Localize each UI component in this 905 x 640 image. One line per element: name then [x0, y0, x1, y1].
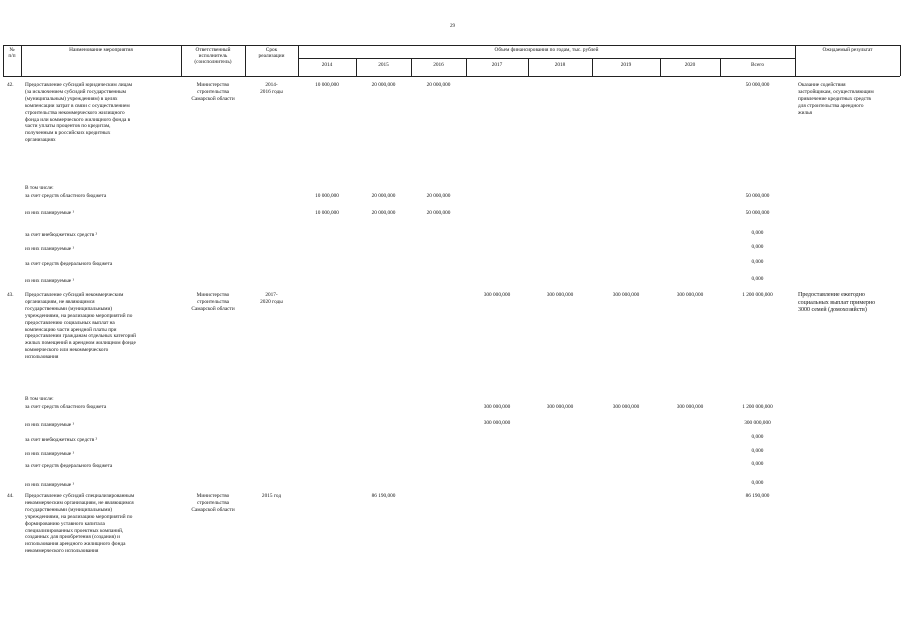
value-2015: 86 190,000: [371, 493, 396, 499]
subrow-value: 10 000,000: [315, 210, 339, 216]
subrow-value: 1 200 000,000: [742, 404, 773, 410]
subrow-value: 300 000,000: [744, 420, 771, 426]
subrow-label: из них планируемые ¹: [25, 482, 75, 488]
subrow-label: из них планируемые ¹: [25, 422, 75, 428]
subrow-label: В том числе:: [25, 185, 54, 191]
subrow-value: 50 000,000: [745, 210, 770, 216]
subrow-label: В том числе:: [25, 396, 54, 402]
subrow-value: 0,000: [751, 276, 764, 282]
row-result: Предоставление ежегодно социальных выплат примерно 3000 семей (домохозяйств): [798, 292, 876, 314]
row-number: 43.: [7, 292, 14, 298]
value-total: 86 190,000: [745, 493, 770, 499]
header-name: Наименование мероприятия: [69, 47, 133, 53]
row-executor: Министерство строительства Самарской области: [191, 292, 235, 312]
subrow-value: 300 000,000: [483, 420, 511, 426]
row-term: 2014- 2016 годы: [260, 82, 283, 95]
subrow-label: за счет внебюджетных средств ²: [25, 232, 98, 238]
row-name: Предоставление субсидий специализированным некоммерческим организациям, не являющимся государственными (муниципальными) учреждениями, на реализацию мероприятий по формированию уставного капитала специализированных проектных компаний, созданных для приобретения (создания) и использования арендного жилищного фонда некоммерческого использования: [25, 493, 135, 555]
header-year: 2016: [433, 62, 444, 68]
subrow-value: 300 000,000: [612, 404, 640, 410]
subrow-value: 20 000,000: [426, 193, 451, 199]
subrow-value: 10 000,000: [315, 193, 339, 199]
value-total: 1 200 000,000: [742, 292, 773, 298]
subrow-label: за счет средств федерального бюджета: [25, 261, 113, 267]
table-top-border: [3, 45, 900, 46]
row-name: Предоставление субсидий юридическим лицам (за исключением субсидий государственным (муниципальным) учреждениям) в целях компенсации затрат в связи с осуществлением строительства некоммерческого жилищного фонда или коммерческого жилищного фонда в части уплаты процентов по кредитам, полученным в российских кредитных организациях: [25, 82, 133, 144]
header-year-total: Всего: [751, 62, 764, 68]
subrow-value: 20 000,000: [426, 210, 451, 216]
subrow-label: за счет внебюджетных средств ²: [25, 437, 98, 443]
subrow-label: за счет средств областного бюджета: [25, 404, 107, 410]
subrow-value: 0,000: [751, 434, 764, 440]
subrow-value: 0,000: [751, 230, 764, 236]
subrow-value: 0,000: [751, 244, 764, 250]
header-term: Срок реализации: [258, 47, 285, 60]
subrow-value: 0,000: [751, 461, 764, 467]
value-2014: 10 000,000: [315, 82, 339, 88]
header-executor: Ответственный исполнитель (соисполнитель): [194, 47, 232, 66]
row-term: 2017- 2020 годы: [260, 292, 283, 305]
header-bottom-border: [3, 76, 900, 77]
header-year: 2017: [491, 62, 503, 68]
value-2015: 20 000,000: [371, 82, 396, 88]
subrow-value: 0,000: [751, 448, 764, 454]
subrow-label: из них планируемые ¹: [25, 210, 75, 216]
header-funding: Объем финансирования по годам, тыс. рублей: [494, 47, 599, 53]
header-num: № п/п: [8, 47, 16, 60]
subrow-value: 0,000: [751, 480, 764, 486]
value-2018: 300 000,000: [546, 292, 574, 298]
header-result: Ожидаемый результат: [822, 47, 873, 53]
row-number: 44.: [7, 493, 14, 499]
subrow-label: за счет средств федерального бюджета: [25, 463, 113, 469]
subrow-value: 300 000,000: [546, 404, 574, 410]
row-name: Предоставление субсидий некоммерческим организациям, не являющимся государственными (муниципальными) учреждениями, на реализацию мероприятий по предоставлению социальных выплат на компенсацию части арендной платы при предоставлении гражданам отдельных категорий жилых помещений в арендном жилищном фонде коммерческого или некоммерческого использования: [25, 292, 136, 361]
row-term: 2015 год: [261, 493, 282, 499]
subrow-value: 300 000,000: [676, 404, 704, 410]
row-executor: Министерство строительства Самарской области: [191, 82, 235, 102]
page-number: 29: [450, 24, 455, 29]
subrow-value: 20 000,000: [371, 210, 396, 216]
header-year: 2019: [620, 62, 632, 68]
header-year: 2014: [321, 62, 333, 68]
subrow-value: 20 000,000: [371, 193, 396, 199]
value-total: 50 000,000: [745, 82, 770, 88]
subrow-label: из них планируемые ¹: [25, 278, 75, 284]
header-year: 2015: [378, 62, 389, 68]
value-2017: 300 000,000: [483, 292, 511, 298]
subrow-value: 50 000,000: [745, 193, 770, 199]
row-executor: Министерство строительства Самарской области: [191, 493, 235, 513]
subrow-label: из них планируемые ¹: [25, 451, 75, 457]
subrow-value: 300 000,000: [483, 404, 511, 410]
subrow-label: из них планируемые ¹: [25, 246, 75, 252]
row-number: 42.: [7, 82, 14, 88]
subrow-label: за счет средств областного бюджета: [25, 193, 107, 199]
row-result: Оказание содействия застройщикам, осуществляющим привлечение кредитных средств для строительства арендного жилья: [798, 82, 874, 116]
value-2020: 300 000,000: [676, 292, 704, 298]
subrow-value: 0,000: [751, 259, 764, 265]
value-2016: 20 000,000: [426, 82, 451, 88]
table-right-border: [900, 45, 901, 76]
header-year: 2018: [554, 62, 566, 68]
header-year: 2020: [684, 62, 696, 68]
value-2019: 300 000,000: [612, 292, 640, 298]
